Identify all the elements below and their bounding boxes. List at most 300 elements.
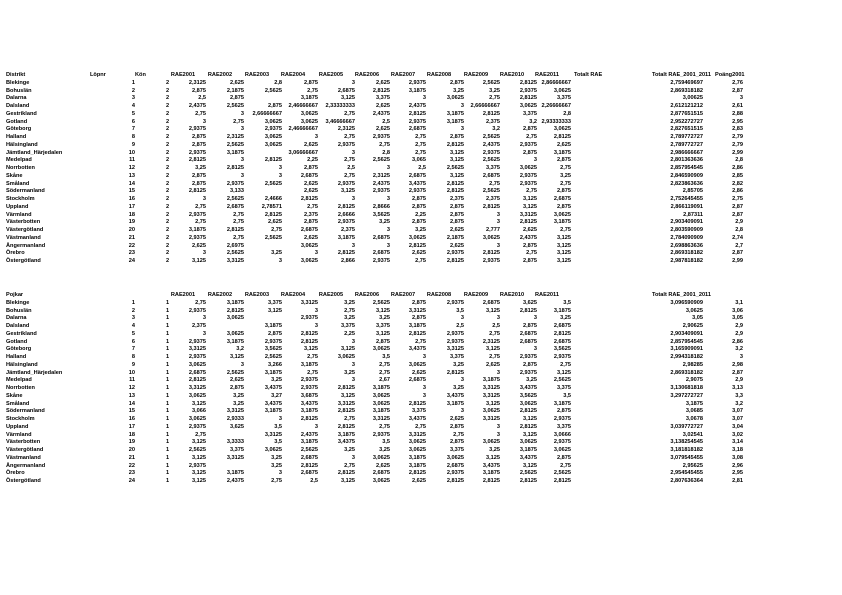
rae-value-cell: 3,1875 (226, 338, 244, 345)
district-cell: Blekinge (6, 79, 30, 86)
table-row (0, 370, 842, 378)
table-row (0, 385, 842, 393)
lopnr-cell: 19 (128, 439, 135, 446)
rae-value-cell: 2,375 (304, 211, 318, 218)
lopnr-cell: 4 (131, 103, 135, 109)
total-rae-cell: 2,803590909 (670, 227, 703, 233)
kon-cell: 1 (166, 307, 170, 314)
rae-value-cell: 2,875 (268, 103, 282, 109)
rae-value-cell: 2,75 (233, 211, 244, 218)
lopnr-cell: 2 (131, 87, 135, 94)
rae-value-cell: 2,8125 (188, 157, 206, 164)
rae-value-cell: 2,625 (450, 227, 464, 233)
district-cell: Gestrikland (6, 330, 37, 337)
rae-value-cell: 2,5 (456, 323, 464, 329)
table-row (0, 88, 842, 96)
rae-value-cell: 2,625 (486, 361, 500, 368)
lopnr-cell: 3 (131, 95, 135, 102)
district-cell: Västerbotten (6, 439, 41, 446)
rae-value-cell: 2,875 (376, 338, 390, 345)
rae-value-cell: 2,75 (344, 172, 355, 179)
rae-value-cell: 3,3125 (372, 416, 390, 422)
district-cell: Halland (6, 134, 27, 140)
rae-value-cell: 3,125 (523, 431, 537, 438)
rae-value-cell: 2,875 (412, 299, 426, 306)
rae-value-cell: 2,8125 (337, 385, 355, 391)
kon-cell: 1 (166, 416, 170, 422)
rae-value-cell: 3,25 (344, 447, 355, 453)
rae-value-cell: 2,8125 (300, 462, 318, 469)
rae-value-cell: 2,8125 (300, 196, 318, 202)
rae-value-cell: 3,1875 (553, 219, 571, 226)
rae-value-cell: 2,875 (192, 172, 206, 179)
district-cell: Hälsingland (6, 141, 38, 148)
column-header: Pojkar (6, 292, 24, 298)
total-rae-cell: 3,0685 (685, 408, 703, 415)
rae-value-cell: 3 (314, 307, 318, 314)
poang-cell: 2,9 (735, 219, 743, 226)
rae-value-cell: 3 (278, 416, 282, 422)
table-row (0, 455, 842, 463)
rae-value-cell: 2,8125 (446, 188, 464, 195)
rae-value-cell: 2,6875 (226, 203, 244, 210)
rae-value-cell: 3,125 (557, 369, 571, 376)
table-row (0, 308, 842, 316)
table-row (0, 315, 842, 323)
rae-value-cell: 3 (202, 330, 206, 337)
rae-value-cell: 3,4375 (408, 346, 426, 353)
kon-cell: 2 (166, 79, 170, 86)
district-cell: Småland (6, 180, 30, 187)
lopnr-cell: 15 (128, 188, 135, 195)
rae-value-cell: 2,625 (412, 478, 426, 484)
rae-value-cell: 2,5625 (372, 299, 390, 306)
district-cell: Göteborg (6, 126, 32, 133)
rae-value-cell: 2,8125 (519, 307, 537, 314)
rae-value-cell: 2,4375 (408, 103, 426, 109)
total-rae-cell: 2,90625 (682, 323, 703, 329)
rae-value-cell: 3,375 (450, 447, 464, 453)
rae-value-cell: 2,8125 (337, 423, 355, 430)
district-cell: Uppland (6, 203, 29, 210)
column-header: RAE2005 (318, 292, 344, 298)
rae-value-cell: 3,5 (274, 439, 282, 446)
rae-value-cell: 3,25 (344, 369, 355, 376)
rae-value-cell: 2,75 (379, 361, 390, 368)
rae-value-cell: 3 (351, 242, 355, 249)
poang-cell: 2,87 (732, 250, 743, 257)
rae-value-cell: 2,875 (412, 219, 426, 226)
lopnr-cell: 16 (128, 196, 135, 202)
lopnr-cell: 11 (129, 377, 135, 384)
rae-value-cell: 3,25 (489, 447, 500, 453)
rae-value-cell: 2,5625 (482, 79, 500, 86)
rae-value-cell: 3 (240, 126, 244, 133)
rae-value-cell: 3,0625 (264, 141, 282, 148)
district-cell: Medelpad (6, 377, 32, 384)
rae-value-cell: 2,66666667 (252, 110, 282, 117)
table-row (0, 181, 842, 189)
total-rae-cell: 3,297272727 (670, 392, 703, 399)
rae-value-cell: 3 (496, 242, 500, 249)
rae-value-cell: 3,133 (230, 188, 244, 195)
rae-value-cell: 3,3125 (408, 431, 426, 438)
rae-value-cell: 3,5625 (264, 346, 282, 353)
kon-cell: 2 (166, 180, 170, 187)
table-row (0, 447, 842, 455)
rae-value-cell: 3,25 (271, 454, 282, 461)
rae-value-cell: 2,875 (557, 157, 571, 164)
rae-value-cell: 3 (496, 431, 500, 438)
lopnr-cell: 14 (128, 180, 135, 187)
rae-value-cell: 2,86666667 (541, 79, 571, 86)
total-rae-cell: 2,98285 (682, 361, 703, 368)
rae-value-cell: 3,0625 (264, 134, 282, 140)
poang-cell: 3,06 (732, 307, 743, 314)
rae-value-cell: 3,266 (268, 361, 282, 368)
rae-value-cell: 2,625 (230, 377, 244, 384)
rae-value-cell: 3,25 (453, 87, 464, 94)
rae-value-cell: 3,0625 (300, 242, 318, 249)
rae-value-cell: 2,875 (557, 188, 571, 195)
kon-cell: 1 (166, 423, 170, 430)
rae-value-cell: 2,5625 (226, 369, 244, 376)
rae-value-cell: 3,3125 (482, 416, 500, 422)
rae-value-cell: 3 (533, 157, 537, 164)
poang-cell: 2,8 (735, 227, 743, 233)
rae-value-cell: 2,5 (198, 95, 206, 102)
rae-value-cell: 3,1875 (519, 447, 537, 453)
rae-value-cell: 3,125 (192, 478, 206, 484)
rae-value-cell: 3,1875 (337, 234, 355, 241)
rae-value-cell: 2,6875 (372, 234, 390, 241)
rae-value-cell: 2,8125 (408, 400, 426, 407)
rae-value-cell: 2,75 (526, 188, 537, 195)
poang-cell: 3,3 (735, 392, 743, 399)
total-rae-cell: 2,954545455 (670, 470, 703, 477)
rae-value-cell: 3,0625 (482, 439, 500, 446)
total-rae-cell: 3,0678 (685, 416, 703, 422)
rae-value-cell: 2,9375 (482, 258, 500, 264)
rae-value-cell: 3,125 (450, 149, 464, 156)
lopnr-cell: 3 (131, 315, 135, 322)
rae-value-cell: 2,75 (489, 354, 500, 360)
rae-value-cell: 3,25 (526, 377, 537, 384)
district-cell: Ångermanland (6, 462, 46, 469)
rae-value-cell: 3,3125 (482, 392, 500, 399)
rae-value-cell: 2,6666 (337, 211, 355, 218)
kon-cell: 2 (166, 149, 170, 156)
rae-value-cell: 2,875 (412, 196, 426, 202)
rae-value-cell: 2,625 (376, 126, 390, 133)
rae-value-cell: 2,4375 (300, 431, 318, 438)
table-row (0, 165, 842, 173)
kon-cell: 2 (166, 172, 170, 179)
total-rae-cell: 2,866119091 (670, 203, 703, 210)
rae-value-cell: 3,125 (486, 400, 500, 407)
rae-value-cell: 2,9375 (553, 354, 571, 360)
rae-value-cell: 3,4375 (300, 400, 318, 407)
rae-value-cell: 2,9375 (482, 149, 500, 156)
rae-value-cell: 2,9375 (519, 369, 537, 376)
table-row (0, 188, 842, 196)
rae-value-cell: 3,5 (563, 392, 571, 399)
lopnr-cell: 18 (128, 431, 135, 438)
column-header: RAE2010 (499, 292, 525, 298)
total-rae-cell: 3,130681818 (670, 385, 703, 391)
lopnr-cell: 13 (128, 392, 135, 399)
rae-value-cell: 2,3125 (188, 79, 206, 86)
total-rae-cell: 3,1875 (685, 400, 703, 407)
lopnr-cell: 12 (128, 385, 135, 391)
kon-cell: 1 (166, 385, 170, 391)
rae-value-cell: 3,25 (560, 172, 571, 179)
table-row (0, 258, 842, 266)
rae-value-cell: 2,625 (192, 242, 206, 249)
rae-value-cell: 2,75 (560, 180, 571, 187)
poang-cell: 2,83 (732, 126, 743, 133)
poang-cell: 2,8 (735, 157, 743, 164)
total-rae-cell: 2,87311 (683, 211, 703, 218)
poang-cell: 3,1 (735, 299, 743, 306)
rae-value-cell: 2,5625 (264, 354, 282, 360)
rae-value-cell: 3,125 (523, 203, 537, 210)
table-row (0, 339, 842, 347)
rae-value-cell: 3,125 (523, 462, 537, 469)
rae-value-cell: 3,0625 (408, 361, 426, 368)
total-rae-cell: 2,994318182 (670, 354, 703, 360)
rae-value-cell: 3,46666667 (325, 118, 355, 125)
kon-cell: 1 (166, 470, 170, 477)
kon-cell: 2 (166, 165, 170, 171)
rae-value-cell: 2,75 (195, 203, 206, 210)
kon-cell: 2 (166, 227, 170, 233)
rae-value-cell: 3,0625 (408, 234, 426, 241)
rae-value-cell: 3,0625 (264, 118, 282, 125)
rae-value-cell: 2,5625 (226, 250, 244, 257)
rae-value-cell: 2,9375 (337, 180, 355, 187)
rae-value-cell: 3,1875 (264, 323, 282, 329)
rae-value-cell: 2,8125 (553, 478, 571, 484)
poang-cell: 2,86 (732, 165, 743, 171)
rae-value-cell: 2,8125 (553, 330, 571, 337)
rae-value-cell: 2,75 (344, 462, 355, 469)
total-rae-cell: 3,181818182 (670, 447, 703, 453)
rae-value-cell: 2,875 (304, 79, 318, 86)
table-row (0, 300, 842, 308)
poang-cell: 2,81 (732, 478, 743, 484)
rae-value-cell: 2,5625 (519, 470, 537, 477)
rae-value-cell: 2,8125 (372, 87, 390, 94)
rae-value-cell: 2,375 (450, 196, 464, 202)
rae-value-cell: 3,1875 (372, 408, 390, 415)
rae-value-cell: 2,46666667 (288, 103, 318, 109)
rae-value-cell: 3,065 (412, 157, 426, 164)
rae-value-cell: 2,9375 (188, 149, 206, 156)
lopnr-cell: 20 (128, 447, 135, 453)
rae-value-cell: 2,9375 (188, 338, 206, 345)
rae-value-cell: 2,5625 (446, 165, 464, 171)
total-rae-cell: 3,02541 (682, 431, 703, 438)
rae-value-cell: 2,8125 (408, 470, 426, 477)
rae-value-cell: 3,5 (382, 354, 390, 360)
rae-value-cell: 2,8125 (446, 369, 464, 376)
rae-value-cell: 2,9375 (446, 338, 464, 345)
rae-value-cell: 2,8125 (337, 470, 355, 477)
rae-value-cell: 3,125 (268, 307, 282, 314)
rae-value-cell: 2,6875 (337, 87, 355, 94)
rae-value-cell: 2,875 (450, 79, 464, 86)
rae-value-cell: 2,93333333 (541, 118, 571, 125)
rae-value-cell: 2,875 (450, 219, 464, 226)
rae-value-cell: 3,1875 (372, 385, 390, 391)
table-row (0, 150, 842, 158)
rae-value-cell: 2,9375 (553, 439, 571, 446)
rae-value-cell: 3,0625 (226, 315, 244, 322)
rae-value-cell: 2,3125 (482, 338, 500, 345)
rae-value-cell: 3 (351, 377, 355, 384)
district-cell: Dalarna (6, 95, 27, 102)
total-rae-cell: 2,789772727 (670, 141, 703, 148)
poang-cell: 2,87 (732, 87, 743, 94)
rae-value-cell: 3,4375 (264, 385, 282, 391)
rae-value-cell: 3,066 (192, 408, 206, 415)
district-cell: Dalsland (6, 103, 30, 109)
rae-value-cell: 2,8125 (408, 330, 426, 337)
rae-value-cell: 3 (351, 338, 355, 345)
rae-value-cell: 3,1875 (300, 95, 318, 102)
column-header: RAE2003 (244, 292, 270, 298)
rae-value-cell: 3,2 (236, 346, 244, 353)
rae-value-cell: 2,6875 (482, 172, 500, 179)
lopnr-cell: 6 (131, 118, 135, 125)
district-cell: Örebro (6, 250, 25, 257)
rae-value-cell: 2,3125 (337, 126, 355, 133)
rae-value-cell: 2,6875 (519, 330, 537, 337)
rae-value-cell: 2,9375 (188, 423, 206, 430)
rae-value-cell: 3,4375 (408, 180, 426, 187)
rae-value-cell: 2,8125 (188, 377, 206, 384)
rae-value-cell: 2,75 (415, 423, 426, 430)
rae-value-cell: 3 (240, 172, 244, 179)
rae-value-cell: 2,75 (415, 149, 426, 156)
rae-value-cell: 3,25 (271, 250, 282, 257)
rae-value-cell: 2,75 (415, 258, 426, 264)
rae-value-cell: 2,866 (341, 258, 355, 264)
rae-value-cell: 3,625 (523, 299, 537, 306)
rae-value-cell: 2,75 (379, 423, 390, 430)
rae-value-cell: 3 (460, 103, 464, 109)
rae-value-cell: 2,5625 (300, 447, 318, 453)
rae-value-cell: 3,125 (557, 234, 571, 241)
rae-value-cell: 3,125 (523, 196, 537, 202)
rae-value-cell: 3,125 (486, 346, 500, 353)
rae-value-cell: 3 (278, 258, 282, 264)
total-rae-cell: 2,789772727 (670, 134, 703, 140)
rae-value-cell: 3 (202, 118, 206, 125)
kon-cell: 2 (166, 211, 170, 218)
rae-value-cell: 3 (202, 250, 206, 257)
poang-cell: 2,87 (732, 369, 743, 376)
rae-value-cell: 2,875 (450, 439, 464, 446)
column-header: RAE2003 (244, 72, 270, 78)
rae-value-cell: 3,125 (341, 346, 355, 353)
rae-value-cell: 2,8125 (408, 110, 426, 117)
rae-value-cell: 3,5 (274, 423, 282, 430)
total-rae-cell: 2,857954545 (670, 165, 703, 171)
rae-value-cell: 2,8125 (300, 338, 318, 345)
rae-value-cell: 2,375 (341, 227, 355, 233)
rae-value-cell: 2,8125 (446, 478, 464, 484)
rae-value-cell: 3,0625 (553, 126, 571, 133)
rae-value-cell: 2,75 (271, 227, 282, 233)
table-row (0, 227, 842, 235)
rae-value-cell: 2,25 (307, 157, 318, 164)
district-cell: Skåne (6, 172, 23, 179)
rae-value-cell: 3,375 (341, 323, 355, 329)
total-rae-cell: 2,903409091 (670, 219, 703, 226)
rae-value-cell: 2,8125 (300, 416, 318, 422)
rae-value-cell: 3,1875 (482, 470, 500, 477)
rae-value-cell: 2,625 (450, 242, 464, 249)
rae-value-cell: 3,4375 (519, 385, 537, 391)
rae-value-cell: 2,875 (450, 423, 464, 430)
rae-value-cell: 2,75 (415, 338, 426, 345)
rae-value-cell: 2,26666667 (541, 103, 571, 109)
kon-cell: 2 (166, 203, 170, 210)
rae-value-cell: 3,25 (379, 219, 390, 226)
rae-value-cell: 2,75 (307, 369, 318, 376)
rae-value-cell: 3,5625 (372, 211, 390, 218)
rae-value-cell: 3,0625 (519, 103, 537, 109)
total-rae-cell: 2,95625 (682, 462, 703, 469)
rae-value-cell: 2,4666 (264, 196, 282, 202)
rae-value-cell: 3,3125 (226, 454, 244, 461)
rae-value-cell: 3,3125 (226, 258, 244, 264)
table-row (0, 432, 842, 440)
rae-value-cell: 3,1875 (337, 431, 355, 438)
column-header: RAE2011 (535, 292, 559, 298)
column-header: RAE2004 (280, 72, 306, 78)
rae-value-cell: 3 (278, 172, 282, 179)
rae-value-cell: 2,5625 (226, 196, 244, 202)
rae-value-cell: 2,875 (412, 203, 426, 210)
rae-value-cell: 2,75 (195, 110, 206, 117)
lopnr-cell: 4 (131, 323, 135, 329)
rae-value-cell: 3 (240, 157, 244, 164)
rae-value-cell: 3,2 (492, 126, 500, 133)
rae-value-cell: 2,8 (563, 110, 571, 117)
poang-cell: 2,88 (732, 110, 743, 117)
rae-value-cell: 3 (386, 242, 390, 249)
table-row (0, 393, 842, 401)
rae-value-cell: 2,75 (307, 87, 318, 94)
poang-cell: 2,95 (732, 118, 743, 125)
poang-cell: 2,9 (735, 377, 743, 384)
column-header: RAE2004 (280, 292, 306, 298)
district-cell: Västergötland (6, 227, 44, 233)
table-row (0, 142, 842, 150)
rae-value-cell: 2,9375 (372, 134, 390, 140)
rae-value-cell: 3,125 (192, 470, 206, 477)
district-cell: Hälsingland (6, 361, 38, 368)
rae-value-cell: 3,3125 (300, 299, 318, 306)
rae-value-cell: 2,3125 (226, 134, 244, 140)
rae-value-cell: 3,3125 (408, 307, 426, 314)
rae-value-cell: 3,125 (557, 258, 571, 264)
rae-value-cell: 3 (422, 392, 426, 399)
rae-value-cell: 2,4375 (372, 110, 390, 117)
